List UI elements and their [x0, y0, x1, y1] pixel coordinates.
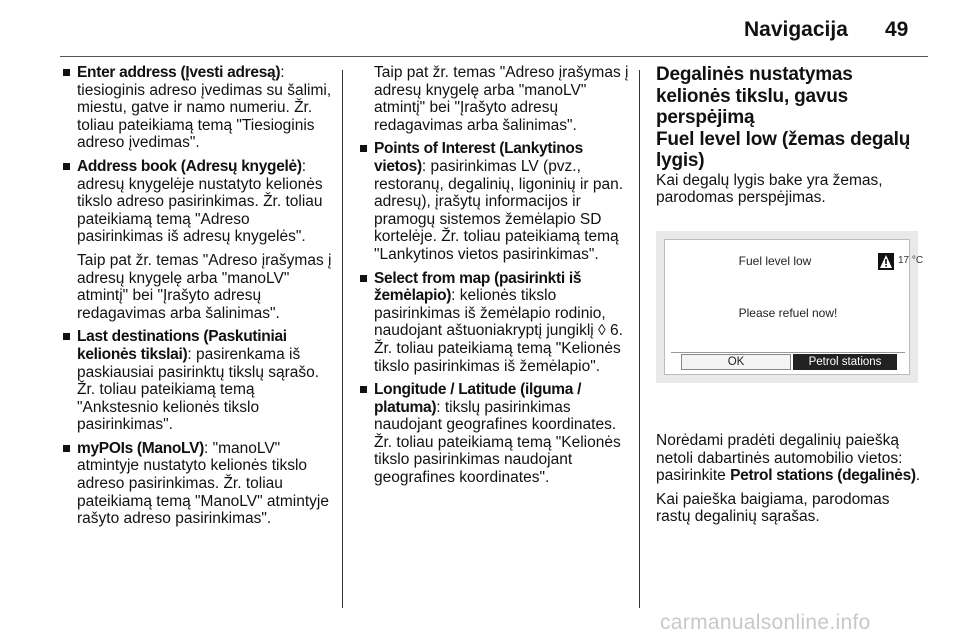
list-item: [62, 440, 334, 528]
list-item: [62, 158, 334, 246]
item-text: : kelionės tikslo pasirinkimas iš žemėlapio rodinio, naudojant aštuoniakryptį jungiklį ◊ 6. Žr. toliau pateikiamą temą "Kelionės tikslo pasirinkimas iš žemėlapio".: [374, 287, 623, 375]
intro-note: Taip pat žr. temas "Adreso įrašymas į adresų knygelę arba "manoLV" atmintį" bei "Įrašyto adresų redagavimas arba šalinimas".: [374, 64, 629, 134]
list-note: Taip pat žr. temas "Adreso įrašymas į adresų knygelę arba "manoLV" atmintį" bei "Įrašyto adresų redagavimas arba šalinimas".: [77, 251, 332, 322]
item-term: Address book (Adresų knygelė): [77, 157, 302, 175]
item-term: Points of Interest (Lankytinos vietos): [374, 140, 583, 175]
column-divider-2: [639, 70, 640, 608]
item-term: Last destinations (Paskutiniai kelionės tikslai): [77, 328, 287, 363]
list-item: [359, 270, 631, 376]
list-item: [62, 328, 334, 434]
item-text: : "manoLV" atmintyje nustatyto kelionės tikslo adreso pasirinkimas. Žr. toliau pateikiamą temą "ManoLV" atmintyje rašyto adreso pasirinkimas".: [77, 439, 329, 528]
petrol-stations-term: Petrol stations (degalinės): [730, 467, 916, 485]
ok-button[interactable]: OK: [681, 354, 791, 370]
item-text: : pasirinkimas LV (pvz., restoranų, degalinių, ligoninių ir pan. adresų), įrašytų informacijos ir pramogų sistemos žemėlapio SD kortelėje. Žr. toliau pateikiamą temą "Lankytinos vietos pasirinkimas".: [374, 157, 624, 263]
screen-title: Fuel level low: [738, 254, 812, 268]
paragraph: Kai degalų lygis bake yra žemas, parodomas perspėjimas.: [656, 171, 883, 207]
watermark: carmanualsonline.info: [660, 611, 871, 634]
section-title: Navigacija: [744, 18, 848, 41]
item-text: : tikslų pasirinkimas naudojant geografines koordinates. Žr. toliau pateikiamą temą "Kelionės tikslo pasirinkimas naudojant geografines koordinates".: [374, 398, 621, 487]
item-term: Select from map (pasirinkti iš žemėlapio): [374, 269, 582, 305]
column-divider-1: [342, 70, 343, 608]
item-text: : pasirenkama iš paskiausiai pasirinktų tikslų sąrašo. Žr. toliau pateikiamą temą "Ankstesnio kelionės tikslo pasirinkimas".: [77, 345, 320, 434]
column-1: [62, 64, 334, 534]
para2-end: .: [915, 467, 921, 485]
column-3: [656, 64, 926, 213]
item-term: Longitude / Latitude (ilguma / platuma): [374, 381, 582, 416]
item-text: : tiesioginis adreso įvedimas su šalimi, miestu, gatve ir namo numeriu. Žr. toliau pateikiamą temą "Tiesioginis adreso įvedimas".: [77, 64, 332, 152]
item-term: Enter address (Įvesti adresą): [77, 64, 281, 81]
para2-text: Norėdami pradėti degalinių paiešką netoli dabartinės automobilio vietos: pasirinkite: [656, 432, 903, 485]
item-term: myPOIs (ManoLV): [77, 439, 204, 457]
temperature-readout: 17 °C: [898, 255, 924, 266]
warning-triangle-icon: [878, 253, 894, 270]
page-number: 49: [885, 18, 909, 41]
section-heading: Degalinės nustatymas kelionės tikslu, gavus perspėjimą: [656, 64, 853, 128]
page-header: [0, 0, 960, 58]
column-3-lower: [656, 432, 928, 532]
column-2: [359, 64, 631, 493]
item-text: : adresų knygelėje nustatyto kelionės tikslo adreso pasirinkimas. Žr. toliau pateikiamą temą "Adreso pasirinkimas iš adresų knygelės".: [77, 157, 323, 246]
fuel-low-screen: [664, 239, 924, 375]
display-illustration: [656, 231, 924, 383]
subsection-heading: Fuel level low (žemas degalų lygis): [656, 128, 911, 171]
list-item: [359, 381, 631, 487]
screen-divider: [671, 352, 905, 353]
petrol-stations-button[interactable]: Petrol stations: [793, 354, 897, 370]
paragraph: Kai paieška baigiama, parodomas rastų degalinių sąrašas.: [656, 490, 890, 526]
header-rule: [60, 56, 928, 57]
paragraph: [656, 432, 928, 485]
refuel-message: Please refuel now!: [738, 306, 838, 320]
list-item: [62, 64, 334, 152]
list-item: [359, 140, 631, 263]
